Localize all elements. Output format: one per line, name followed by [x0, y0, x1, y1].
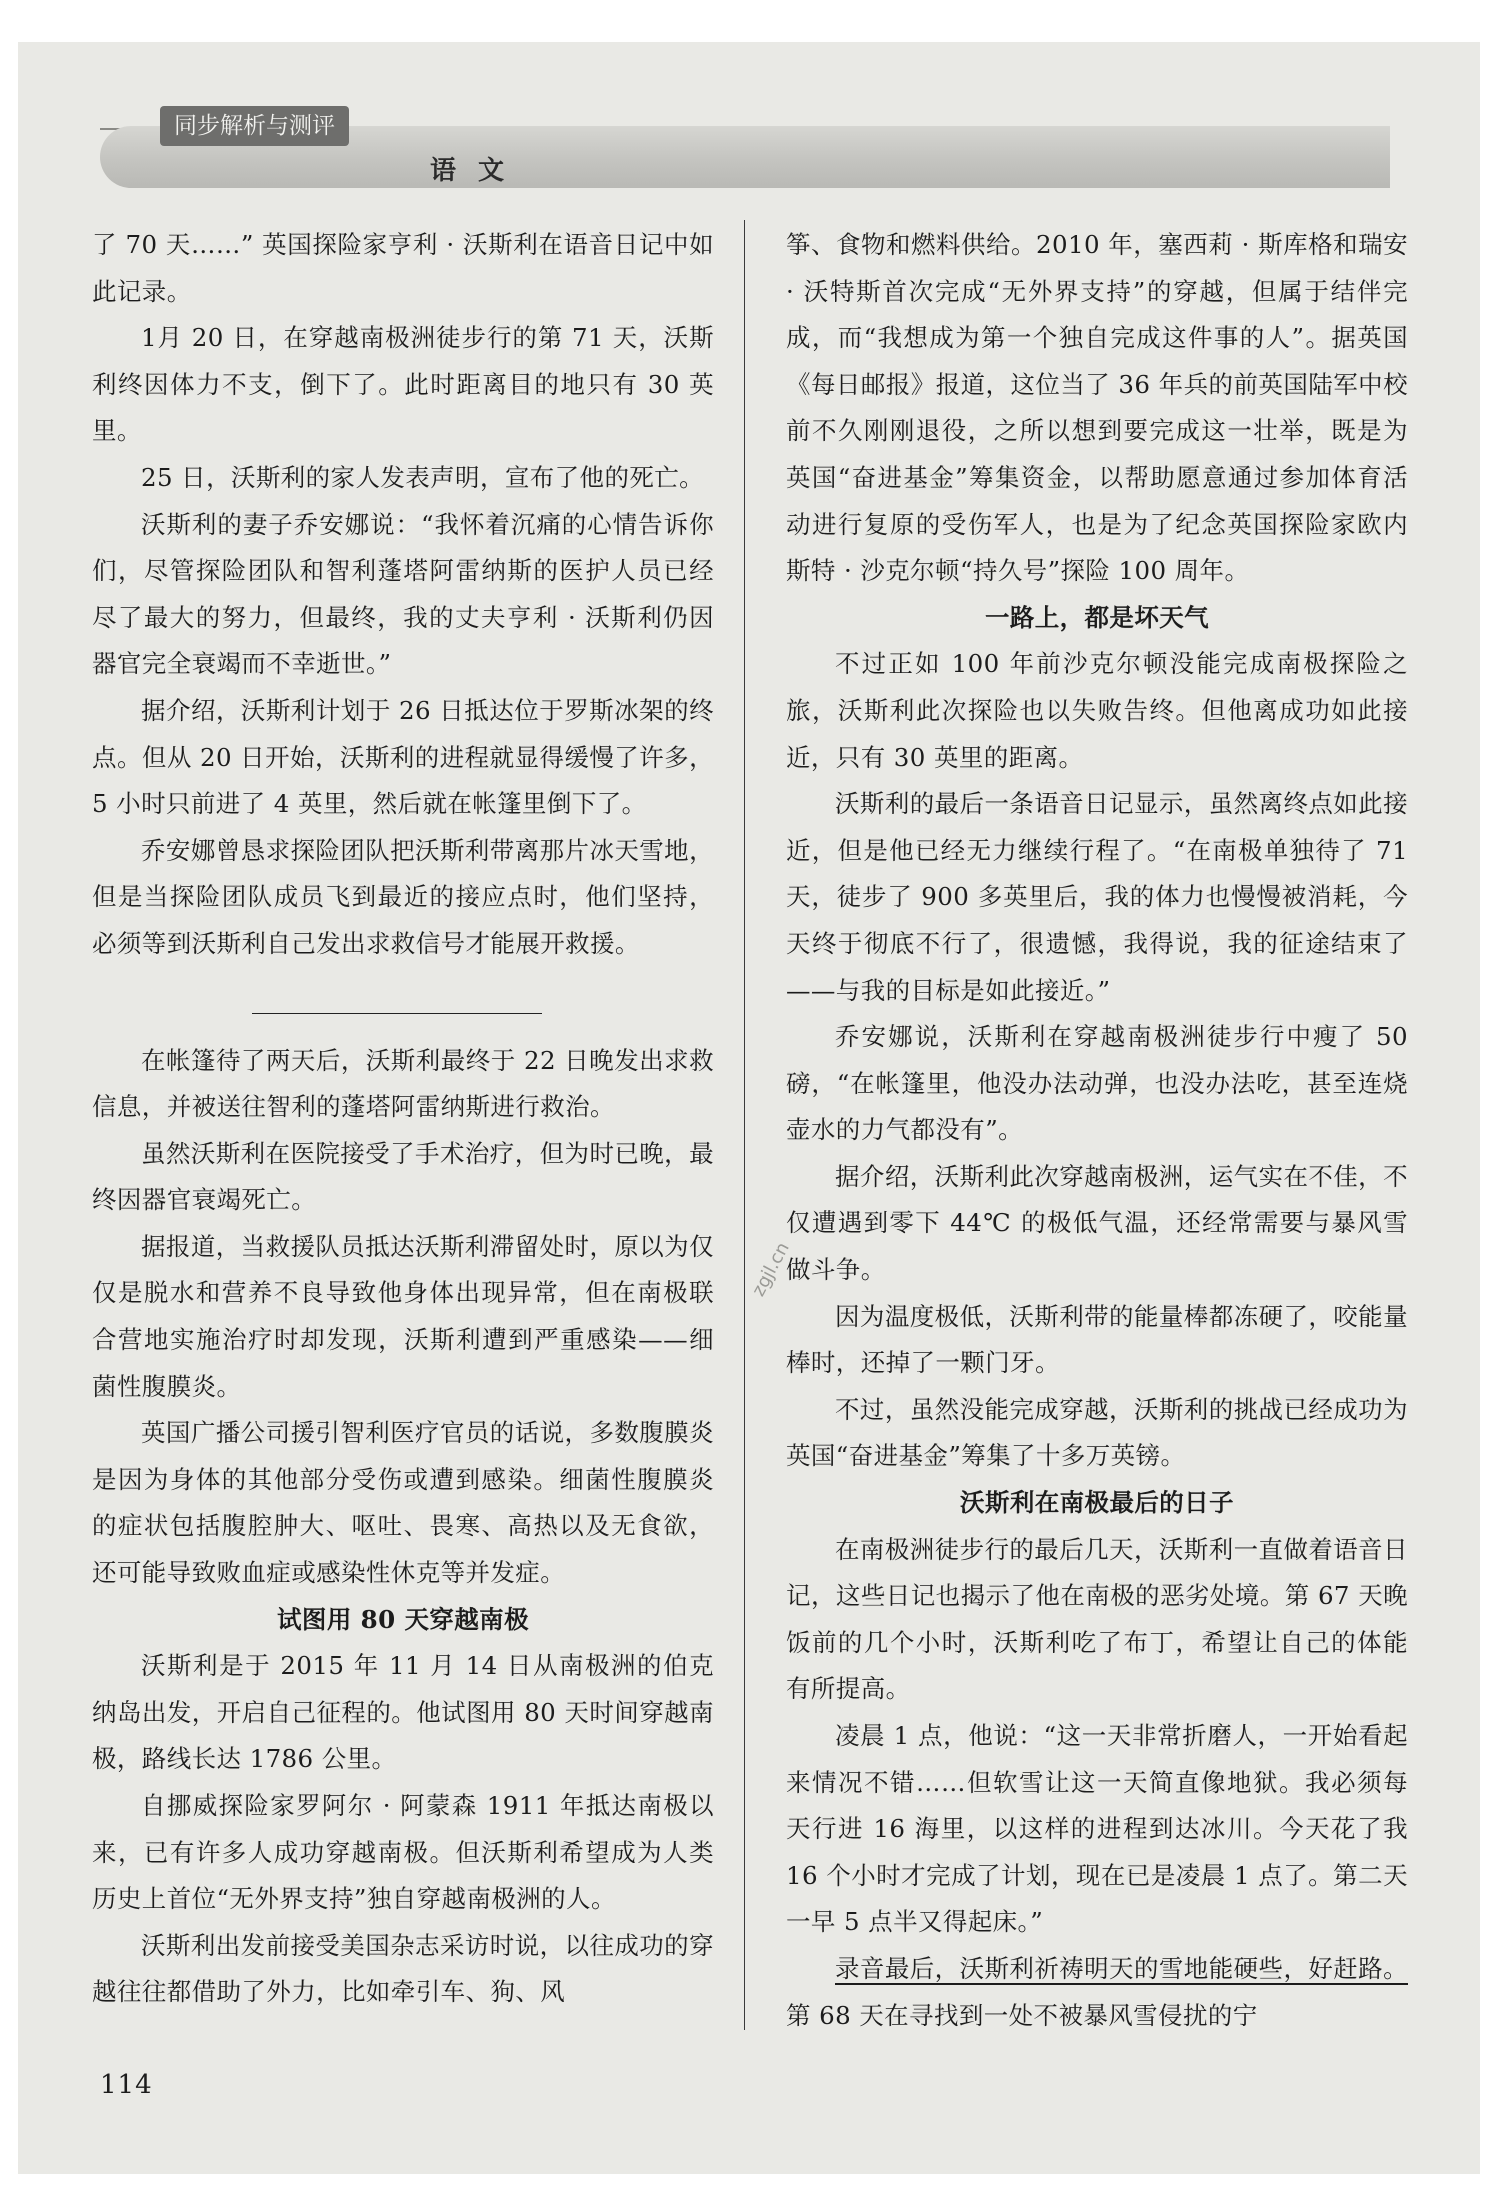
paragraph: 沃斯利的最后一条语音日记显示，虽然离终点如此接近，但是他已经无力继续行程了。“在南极单独待了 71 天，徒步了 900 多英里后，我的体力也慢慢被消耗，今天终于彻底不行了，很遗憾，我得说，我的征途结束了——与我的目标是如此接近。”	[786, 789, 1408, 1005]
paragraph: 据介绍，沃斯利此次穿越南极洲，运气实在不佳，不仅遭遇到零下 44℃ 的极低气温，还经常需要与暴风雪做斗争。	[786, 1161, 1408, 1285]
paragraph: 25 日，沃斯利的家人发表声明，宣布了他的死亡。	[141, 462, 705, 492]
subject-title: 语文	[430, 156, 527, 186]
paragraph: 虽然沃斯利在医院接受了手术治疗，但为时已晚，最终因器官衰竭死亡。	[92, 1138, 714, 1215]
paragraph	[786, 1946, 1408, 2039]
paragraph: 沃斯利是于 2015 年 11 月 14 日从南极洲的伯克纳岛出发，开启自己征程的。他试图用 80 天时间穿越南极，路线长达 1786 公里。	[92, 1651, 714, 1774]
paragraph: 不过正如 100 年前沙克尔顿没能完成南极探险之旅，沃斯利此次探险也以失败告终。但他离成功如此接近，只有 30 英里的距离。	[786, 649, 1408, 772]
page-number: 114	[100, 2070, 153, 2100]
section-heading: 一路上，都是坏天气	[984, 602, 1210, 632]
paragraph: 不过，虽然没能完成穿越，沃斯利的挑战已经成功为英国“奋进基金”筹集了十多万英镑。	[786, 1394, 1408, 1471]
paragraph: 沃斯利的妻子乔安娜说：“我怀着沉痛的心情告诉你们，尽管探险团队和智利蓬塔阿雷纳斯的医护人员已经尽了最大的努力，但最终，我的丈夫亨利 · 沃斯利仍因器官完全衰竭而不幸逝世。”	[92, 509, 714, 679]
paragraph-text: 第 68 天在寻找到一处不被暴风雪侵扰的宁	[786, 2000, 1258, 2030]
paragraph: 据介绍，沃斯利计划于 26 日抵达位于罗斯冰架的终点。但从 20 日开始，沃斯利的进程就显得缓慢了许多，5 小时只前进了 4 英里，然后就在帐篷里倒下了。	[92, 695, 714, 819]
right-column	[786, 222, 1408, 2039]
paragraph: 凌晨 1 点，他说：“这一天非常折磨人，一开始看起来情况不错……但软雪让这一天简直像地狱。我必须每天行进 16 海里，以这样的进程到达冰川。今天花了我 16 个小时才完成了计划，现在已是凌晨 1 点了。第二天一早 5 点半又得起床。”	[786, 1721, 1408, 1937]
column-divider	[744, 220, 745, 2030]
paragraph: 了 70 天……” 英国探险家亨利 · 沃斯利在语音日记中如此记录。	[92, 230, 714, 306]
paragraph: 因为温度极低，沃斯利带的能量棒都冻硬了，咬能量棒时，还掉了一颗门牙。	[786, 1301, 1408, 1378]
section-separator	[92, 968, 714, 1038]
series-title: 同步解析与测评	[160, 106, 349, 146]
paragraph: 筝、食物和燃料供给。2010 年，塞西莉 · 斯库格和瑞安 · 沃特斯首次完成“无外界支持”的穿越，但属于结伴完成，而“我想成为第一个独自完成这件事的人”。据英国《每日邮报》报道，这位当了 36 年兵的前英国陆军中校前不久刚刚退役，之所以想到要完成这一壮举，既是为英国“奋进基金”筹集资金，以帮助愿意通过参加体育活动进行复原的受伤军人，也是为了纪念英国探险家欧内斯特 · 沙克尔顿“持久号”探险 100 周年。	[786, 230, 1408, 586]
left-column	[92, 222, 714, 2016]
paragraph: 自挪威探险家罗阿尔 · 阿蒙森 1911 年抵达南极以来，已有许多人成功穿越南极。但沃斯利希望成为人类历史上首位“无外界支持”独自穿越南极洲的人。	[92, 1791, 714, 1914]
section-heading: 试图用 80 天穿越南极	[277, 1604, 529, 1634]
underlined-text: 录音最后，沃斯利祈祷明天的雪地能硬些，好赶路。	[835, 1953, 1408, 1983]
paragraph: 乔安娜说，沃斯利在穿越南极洲徒步行中瘦了 50 磅，“在帐篷里，他没办法动弹，也没办法吃，甚至连烧壶水的力气都没有”。	[786, 1022, 1408, 1145]
paragraph: 据报道，当救援队员抵达沃斯利滞留处时，原以为仅仅是脱水和营养不良导致他身体出现异常，但在南极联合营地实施治疗时却发现，沃斯利遭到严重感染——细菌性腹膜炎。	[92, 1231, 714, 1401]
paragraph: 英国广播公司援引智利医疗官员的话说，多数腹膜炎是因为身体的其他部分受伤或遭到感染。细菌性腹膜炎的症状包括腹腔肿大、呕吐、畏寒、高热以及无食欲，还可能导致败血症或感染性休克等并发症。	[92, 1418, 714, 1588]
paragraph: 乔安娜曾恳求探险团队把沃斯利带离那片冰天雪地，但是当探险团队成员飞到最近的接应点时，他们坚持，必须等到沃斯利自己发出求救信号才能展开救援。	[92, 835, 714, 958]
paragraph: 1月 20 日，在穿越南极洲徒步行的第 71 天，沃斯利终因体力不支，倒下了。此时距离目的地只有 30 英里。	[92, 323, 714, 446]
paragraph: 在帐篷待了两天后，沃斯利最终于 22 日晚发出求救信息，并被送往智利的蓬塔阿雷纳斯进行救治。	[92, 1045, 714, 1122]
section-heading: 沃斯利在南极最后的日子	[960, 1488, 1234, 1518]
paragraph: 在南极洲徒步行的最后几天，沃斯利一直做着语音日记，这些日记也揭示了他在南极的恶劣处境。第 67 天晚饭前的几个小时，沃斯利吃了布丁，希望让自己的体能有所提高。	[786, 1534, 1408, 1704]
watermark: zgjl.cn	[748, 1238, 794, 1300]
paragraph: 沃斯利出发前接受美国杂志采访时说，以往成功的穿越往往都借助了外力，比如牵引车、狗、风	[92, 1930, 714, 2007]
